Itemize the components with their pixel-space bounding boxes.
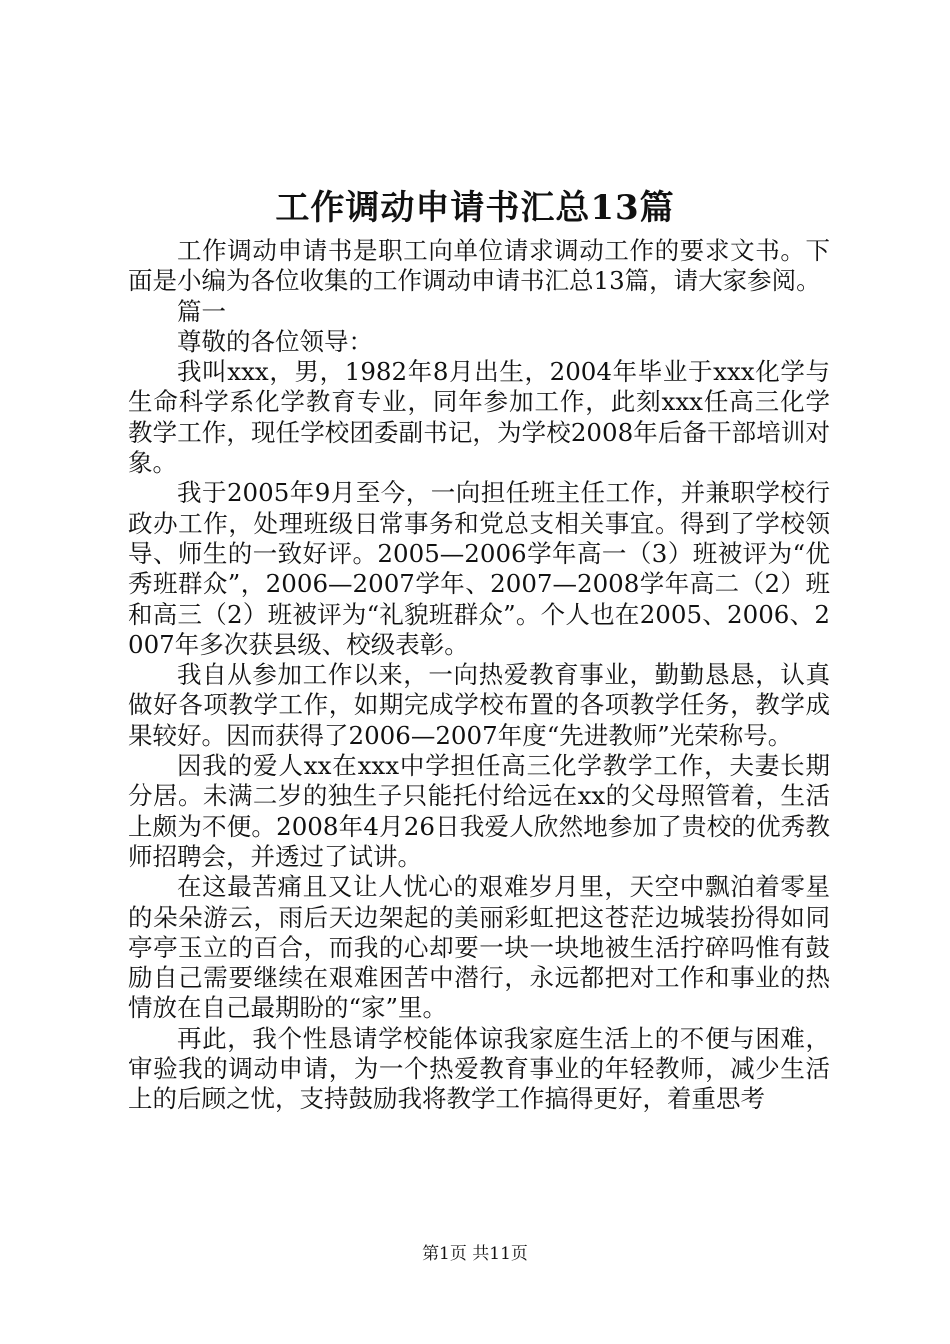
document-body bbox=[128, 236, 830, 1115]
paragraph-self-introduction: 我叫xxx，男，1982年8月出生，2004年毕业于xxx化学与生命科学系化学教育专业，同年参加工作，此刻xxx任高三化学教学工作，现任学校团委副书记，为学校2008年后备干部培训对象。 bbox=[128, 357, 830, 478]
paragraph-request: 再此，我个性恳请学校能体谅我家庭生活上的不便与困难，审验我的调动申请，为一个热爱教育事业的年轻教师，减少生活上的后顾之忧，支持鼓励我将教学工作搞得更好，着重思考 bbox=[128, 1023, 830, 1114]
document-title: 工作调动申请书汇总13篇 bbox=[275, 188, 675, 228]
paragraph-section-heading: 篇一 bbox=[177, 296, 226, 326]
paragraph-achievements: 我自从参加工作以来，一向热爱教育事业，勤勤恳恳，认真做好各项教学工作，如期完成学校布置的各项教学任务，教学成果较好。因而获得了2006—2007年度“先进教师”光荣称号。 bbox=[128, 660, 830, 750]
page-number-footer: 第1页 共11页 bbox=[422, 1244, 528, 1264]
paragraph-intro: 工作调动申请书是职工向单位请求调动工作的要求文书。下面是小编为各位收集的工作调动申请书汇总13篇，请大家参阅。 bbox=[128, 236, 830, 296]
paragraph-work-history: 我于2005年9月至今，一向担任班主任工作，并兼职学校行政办工作，处理班级日常事务和党总支相关事宜。得到了学校领导、师生的一致好评。2005—2006学年高一（3）班被评为“优秀班群众”，2006—2007学年、2007—2008学年高二（2）班和高三（2）班被评为“礼貌班群众”。个人也在2005、2006、2007年多次获县级、校级表彰。 bbox=[128, 478, 830, 659]
paragraph-salutation: 尊敬的各位领导： bbox=[177, 326, 373, 356]
paragraph-family-situation: 因我的爱人xx在xxx中学担任高三化学教学工作，夫妻长期分居。未满二岁的独生子只能托付给远在xx的父母照管着，生活上颇为不便。2008年4月26日我爱人欣然地参加了贵校的优秀教师招聘会，并透过了试讲。 bbox=[128, 751, 830, 871]
paragraph-reflection: 在这最苦痛且又让人忧心的艰难岁月里，天空中飘泊着零星的朵朵游云，雨后天边架起的美丽彩虹把这苍茫边城装扮得如同亭亭玉立的百合，而我的心却要一块一块地被生活拧碎吗惟有鼓励自己需要继续在艰难困苦中潜行，永远都把对工作和事业的热情放在自己最期盼的“家”里。 bbox=[128, 872, 830, 1023]
